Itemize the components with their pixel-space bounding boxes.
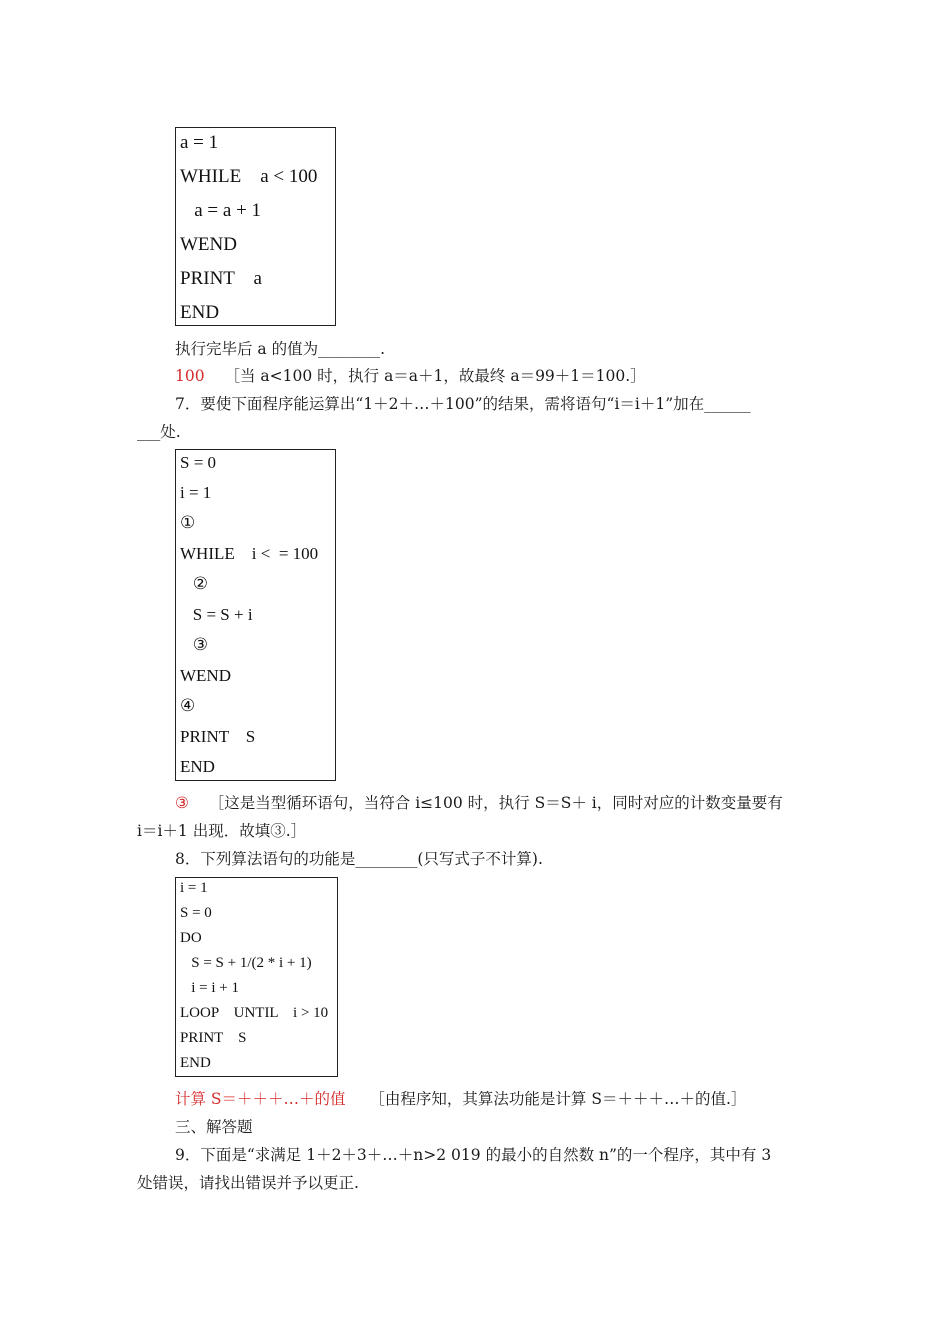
code-line: S = S + 1/(2 * i + 1) bbox=[180, 955, 312, 971]
code-line: ③ bbox=[180, 635, 208, 654]
code-line: END bbox=[180, 1055, 211, 1071]
code-line: ① bbox=[180, 513, 196, 532]
code-line: ④ bbox=[180, 696, 196, 715]
code-line: WHILE a < 100 bbox=[180, 166, 318, 187]
question-7-line1: 7．要使下面程序能运算出“1＋2＋…＋100”的结果，需将语句“i＝i＋1”加在______ bbox=[175, 395, 751, 413]
answer-7-value: ③ bbox=[175, 794, 189, 812]
code-line: WEND bbox=[180, 234, 237, 255]
code-box-2 bbox=[175, 449, 336, 781]
answer-6-explanation: ［当 a<100 时，执行 a＝a＋1，故最终 a＝99＋1＝100.］ bbox=[224, 367, 646, 385]
code-line: PRINT S bbox=[180, 727, 256, 746]
code-box-3 bbox=[175, 877, 338, 1077]
code-line: i = i + 1 bbox=[180, 980, 240, 996]
answer-8 bbox=[175, 1087, 746, 1109]
answer-7-explanation: ［这是当型循环语句，当符合 i≤100 时，执行 S＝S＋ i，同时对应的计数变量要有 bbox=[208, 794, 783, 812]
answer-8-value: 计算 S＝＋＋＋…＋的值 bbox=[175, 1090, 346, 1108]
code-line: S = 0 bbox=[180, 905, 212, 921]
code-line: LOOP UNTIL i > 10 bbox=[180, 1005, 329, 1021]
code-line: S = S + i bbox=[180, 605, 253, 624]
section-heading: 三、解答题 bbox=[175, 1118, 253, 1136]
code-line: i = 1 bbox=[180, 483, 212, 502]
answer-7-line2: i＝i＋1 出现．故填③.］ bbox=[137, 822, 307, 840]
question-6-tail: 执行完毕后 a 的值为________. bbox=[175, 340, 386, 358]
code-line: DO bbox=[180, 930, 202, 946]
question-7-line2: ___处. bbox=[137, 423, 181, 441]
code-line: END bbox=[180, 757, 215, 776]
answer-6-value: 100 bbox=[175, 367, 205, 385]
code-box-1 bbox=[175, 127, 336, 326]
question-8: 8．下列算法语句的功能是________(只写式子不计算). bbox=[175, 850, 543, 868]
code-line: WEND bbox=[180, 666, 231, 685]
code-line: a = 1 bbox=[180, 132, 219, 153]
code-line: a = a + 1 bbox=[180, 200, 262, 221]
code-line: PRINT S bbox=[180, 1030, 247, 1046]
answer-7-line1 bbox=[175, 791, 783, 813]
code-line: END bbox=[180, 302, 220, 323]
code-line: i = 1 bbox=[180, 880, 208, 896]
answer-8-explanation: ［由程序知，其算法功能是计算 S＝＋＋＋…＋的值.］ bbox=[369, 1090, 747, 1108]
code-line: WHILE i < = 100 bbox=[180, 544, 319, 563]
code-line: S = 0 bbox=[180, 453, 217, 472]
answer-6 bbox=[175, 364, 646, 386]
code-line: ② bbox=[180, 574, 208, 593]
question-9-line1: 9．下面是“求满足 1＋2＋3＋…＋n>2 019 的最小的自然数 n”的一个程序，其中有 3 bbox=[175, 1146, 772, 1164]
question-9-line2: 处错误，请找出错误并予以更正. bbox=[137, 1174, 359, 1192]
code-line: PRINT a bbox=[180, 268, 262, 289]
